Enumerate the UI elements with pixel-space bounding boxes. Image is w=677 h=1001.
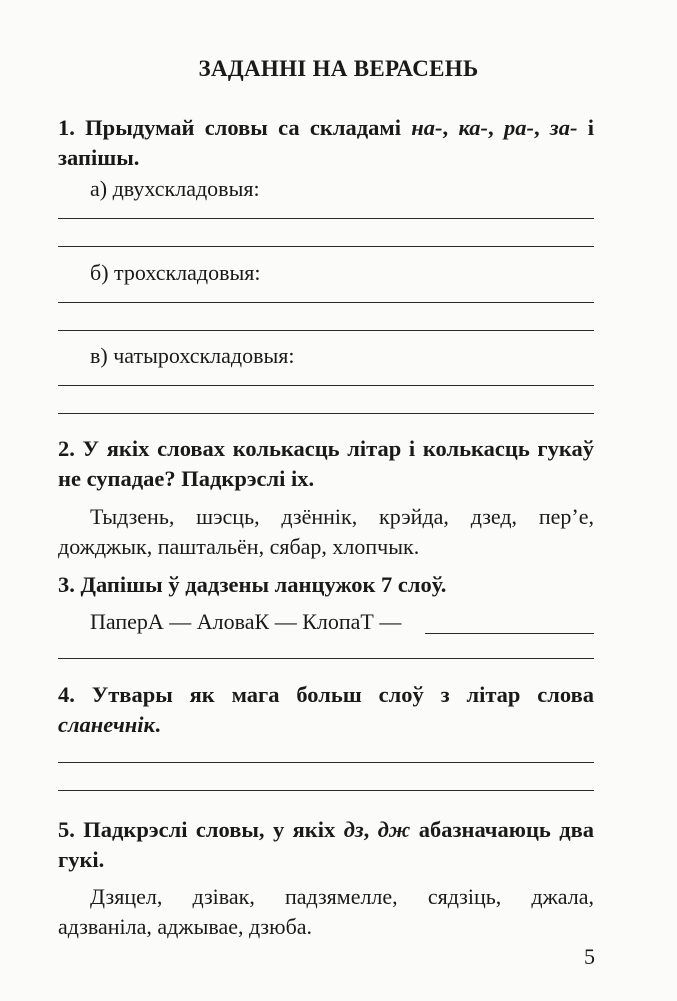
syllable-za: за- — [549, 115, 578, 140]
task-1-prompt: 1. Прыдумай словы са складамі на-, ка-, ра-, за- і запішы. — [58, 115, 595, 170]
page-title: ЗАДАННІ НА ВЕРАСЕНЬ — [198, 56, 479, 81]
task-1-prefix: 1. Прыдумай словы са складамі — [58, 115, 401, 140]
task-5-prefix: 5. Падкрэслі словы, у якіх — [58, 817, 336, 842]
task-1-suffix: і запішы. — [58, 115, 595, 170]
task-5-words: Дзяцел, дзівак, падзямелле, сядзіць, джала, адзваніла, аджывае, дзюба. — [58, 884, 594, 939]
task-4-suffix: . — [154, 712, 161, 737]
answer-line[interactable] — [58, 413, 594, 414]
syllable-ra: ра- — [503, 115, 534, 140]
source-word: сланечнік — [58, 712, 155, 737]
answer-line[interactable] — [58, 302, 594, 303]
answer-line[interactable] — [58, 218, 594, 219]
answer-line[interactable] — [425, 633, 594, 634]
letters-dz: дз — [343, 817, 364, 842]
task-1-option-a: а) двухскладовыя: — [90, 176, 260, 201]
answer-line[interactable] — [58, 790, 594, 791]
answer-line[interactable] — [58, 385, 594, 386]
syllable-ka: ка- — [458, 115, 489, 140]
task-4-prompt — [58, 680, 594, 740]
task-3-chain: ПаперА — АловаК — КлопаТ — — [90, 609, 402, 634]
task-1-option-b: б) трохскладовыя: — [90, 260, 261, 285]
answer-line[interactable] — [58, 246, 594, 247]
task-5-suffix: абазначаюць два гукі. — [58, 817, 595, 872]
page-number: 5 — [584, 944, 595, 969]
task-5-prompt — [58, 815, 594, 875]
answer-line[interactable] — [58, 762, 594, 763]
answer-line[interactable] — [58, 658, 594, 659]
letters-dzh: дж — [377, 817, 411, 842]
separator: , — [363, 817, 370, 842]
answer-line[interactable] — [58, 330, 594, 331]
syllable-na: на- — [411, 115, 443, 140]
task-4-prefix: 4. Утвары як мага больш слоў з літар слова — [58, 682, 594, 707]
task-3-prompt: 3. Дапішы ў дадзены ланцужок 7 слоў. — [58, 572, 447, 597]
task-1-option-c: в) чатырохскладовыя: — [90, 343, 295, 368]
task-2-prompt: 2. У якіх словах колькасць літар і колькасць гукаў не супадае? Падкрэслі іх. — [58, 436, 594, 491]
task-2-words: Тыдзень, шэсць, дзённік, крэйда, дзед, пер’е, дожджык, паштальён, сябар, хлопчык. — [58, 504, 594, 559]
